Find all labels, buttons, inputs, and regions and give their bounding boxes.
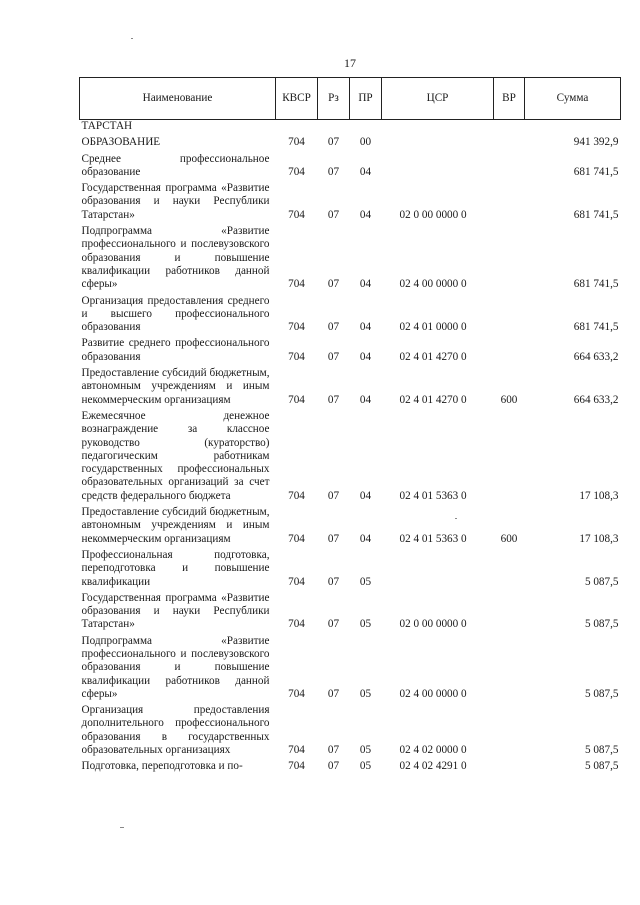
table-row: [80, 225, 621, 294]
cell-vr: 600: [500, 532, 518, 545]
cell-kvsr: 704: [288, 350, 305, 363]
cell-pr: 04: [359, 165, 372, 178]
header-pr: ПР: [350, 78, 382, 120]
cell-vr: [494, 760, 525, 776]
cell-sum: 681 741,5: [573, 278, 619, 291]
cell-kvsr: 704: [288, 136, 305, 149]
cell-sum: 681 741,5: [573, 165, 619, 178]
cell-csr: 02 4 01 4270 0: [399, 350, 467, 363]
cell-kvsr: 704: [288, 687, 305, 700]
cell-vr: [494, 635, 525, 704]
cell-kvsr: 704: [288, 393, 305, 406]
cell-csr: 02 4 02 4291 0: [399, 760, 467, 773]
cell-rz: [318, 120, 350, 137]
table-row: [80, 120, 621, 137]
cell-csr: 02 4 01 0000 0: [399, 321, 467, 334]
cell-rz: 07: [327, 489, 340, 502]
header-rz: Рз: [318, 78, 350, 120]
cell-csr: 02 4 01 4270 0: [399, 393, 467, 406]
cell-kvsr: 704: [288, 165, 305, 178]
cell-name: Подпрограмма «Развитие профессионального и послевузовского образования и повышение квалификации работников данной сферы»: [81, 634, 270, 700]
cell-vr: [494, 136, 525, 152]
cell-csr: 02 4 01 5363 0: [399, 532, 467, 545]
cell-rz: 07: [327, 350, 340, 363]
cell-pr: 04: [359, 350, 372, 363]
cell-rz: 07: [327, 278, 340, 291]
table-row: [80, 506, 621, 549]
cell-csr: 02 4 02 0000 0: [399, 744, 467, 757]
table-row: [80, 704, 621, 760]
cell-sum: 5 087,5: [584, 575, 619, 588]
header-vr: ВР: [494, 78, 525, 120]
cell-sum: 681 741,5: [573, 208, 619, 221]
cell-csr: 02 4 01 5363 0: [399, 489, 467, 502]
cell-csr: 02 0 00 0000 0: [399, 618, 467, 631]
cell-vr: [494, 704, 525, 760]
cell-pr: 04: [359, 532, 372, 545]
cell-sum: 5 087,5: [584, 744, 619, 757]
cell-kvsr: 704: [288, 575, 305, 588]
cell-csr: 02 4 00 0000 0: [399, 687, 467, 700]
cell-pr: 05: [359, 687, 372, 700]
cell-name: Ежемесячное денежное вознаграждение за классное руководство (кураторство) педагогическим работникам государственных профессиональных образовательных организаций за счет средств федерального бюджета: [81, 409, 270, 502]
cell-name: Государственная программа «Развитие образования и науки Республики Татарстан»: [81, 182, 270, 221]
cell-name: Подготовка, переподготовка и по-: [81, 760, 243, 773]
cell-csr: [382, 120, 494, 137]
page-number: 17: [344, 56, 356, 70]
cell-kvsr: 704: [288, 489, 305, 502]
cell-csr: [382, 549, 494, 592]
cell-name: Организация предоставления дополнительного профессионального образования в государственных образовательных организациях: [81, 704, 270, 757]
table-header-row: [80, 78, 621, 120]
cell-rz: 07: [327, 687, 340, 700]
cell-vr: [494, 153, 525, 183]
cell-kvsr: 704: [288, 760, 305, 773]
cell-vr: 600: [500, 393, 518, 406]
cell-name: Государственная программа «Развитие образования и науки Республики Татарстан»: [81, 591, 270, 631]
cell-csr: [382, 153, 494, 183]
cell-pr: 05: [359, 744, 372, 757]
cell-sum: 17 108,3: [579, 532, 619, 545]
cell-name: Предоставление субсидий бюджетным, автономным учреждениям и иным некоммерческим организациям: [81, 506, 270, 545]
cell-kvsr: [276, 120, 318, 137]
cell-sum: [525, 120, 621, 137]
cell-kvsr: 704: [288, 618, 305, 631]
cell-name: Подпрограмма «Развитие профессионального и послевузовского образования и повышение квалификации работников данной сферы»: [81, 225, 270, 291]
table-row: [80, 136, 621, 152]
cell-pr: 05: [359, 575, 372, 588]
cell-name: ОБРАЗОВАНИЕ: [81, 136, 161, 149]
cell-sum: 5 087,5: [584, 760, 619, 773]
cell-rz: 07: [327, 744, 340, 757]
cell-rz: 07: [327, 760, 340, 773]
cell-vr: [494, 549, 525, 592]
cell-pr: 00: [359, 136, 372, 149]
cell-pr: 04: [359, 278, 372, 291]
table-row: [80, 549, 621, 592]
cell-kvsr: 704: [288, 208, 305, 221]
table-row: [80, 153, 621, 183]
cell-csr: 02 0 00 0000 0: [399, 208, 467, 221]
cell-rz: 07: [327, 575, 340, 588]
cell-name: Среднее профессиональное образование: [81, 152, 270, 178]
cell-name: Организация предоставления среднего и высшего профессионального образования: [81, 294, 270, 334]
cell-vr: [494, 182, 525, 225]
cell-sum: 681 741,5: [573, 321, 619, 334]
cell-rz: 07: [327, 532, 340, 545]
cell-rz: 07: [327, 165, 340, 178]
cell-pr: 04: [359, 208, 372, 221]
cell-csr: 02 4 00 0000 0: [399, 278, 467, 291]
cell-rz: 07: [327, 618, 340, 631]
cell-sum: 5 087,5: [584, 687, 619, 700]
cell-name: Профессиональная подготовка, переподготовка и повышение квалификации: [81, 548, 270, 588]
cell-vr: [494, 295, 525, 338]
cell-kvsr: 704: [288, 532, 305, 545]
header-csr: ЦСР: [382, 78, 494, 120]
cell-name: Развитие среднего профессионального образования: [81, 337, 270, 363]
cell-pr: [350, 120, 382, 137]
cell-vr: [494, 120, 525, 137]
cell-vr: [494, 592, 525, 635]
cell-sum: 941 392,9: [573, 136, 619, 149]
header-kvsr: КВСР: [276, 78, 318, 120]
cell-sum: 664 633,2: [573, 350, 619, 363]
table-row: [80, 635, 621, 704]
cell-sum: 17 108,3: [579, 489, 619, 502]
cell-pr: 04: [359, 489, 372, 502]
cell-kvsr: 704: [288, 321, 305, 334]
table-row: [80, 367, 621, 410]
cell-vr: [494, 337, 525, 367]
cell-rz: 07: [327, 136, 340, 149]
table-row: [80, 410, 621, 506]
cell-pr: 05: [359, 618, 372, 631]
cell-sum: 5 087,5: [584, 618, 619, 631]
cell-vr: [494, 225, 525, 294]
table-row: [80, 760, 621, 776]
cell-pr: 04: [359, 321, 372, 334]
table-row: [80, 337, 621, 367]
cell-kvsr: 704: [288, 744, 305, 757]
header-sum: Сумма: [525, 78, 621, 120]
cell-vr: [494, 410, 525, 506]
table-row: [80, 182, 621, 225]
table-row: [80, 592, 621, 635]
budget-table: [79, 77, 621, 777]
header-name: Наименование: [80, 78, 276, 120]
cell-kvsr: 704: [288, 278, 305, 291]
cell-rz: 07: [327, 208, 340, 221]
cell-name: Предоставление субсидий бюджетным, автономным учреждениям и иным некоммерческим организациям: [81, 367, 270, 406]
cell-rz: 07: [327, 393, 340, 406]
table-row: [80, 295, 621, 338]
cell-name: ТАРСТАН: [81, 120, 133, 132]
cell-pr: 04: [359, 393, 372, 406]
cell-csr: [382, 136, 494, 152]
cell-sum: 664 633,2: [573, 393, 619, 406]
cell-rz: 07: [327, 321, 340, 334]
cell-pr: 05: [359, 760, 372, 773]
